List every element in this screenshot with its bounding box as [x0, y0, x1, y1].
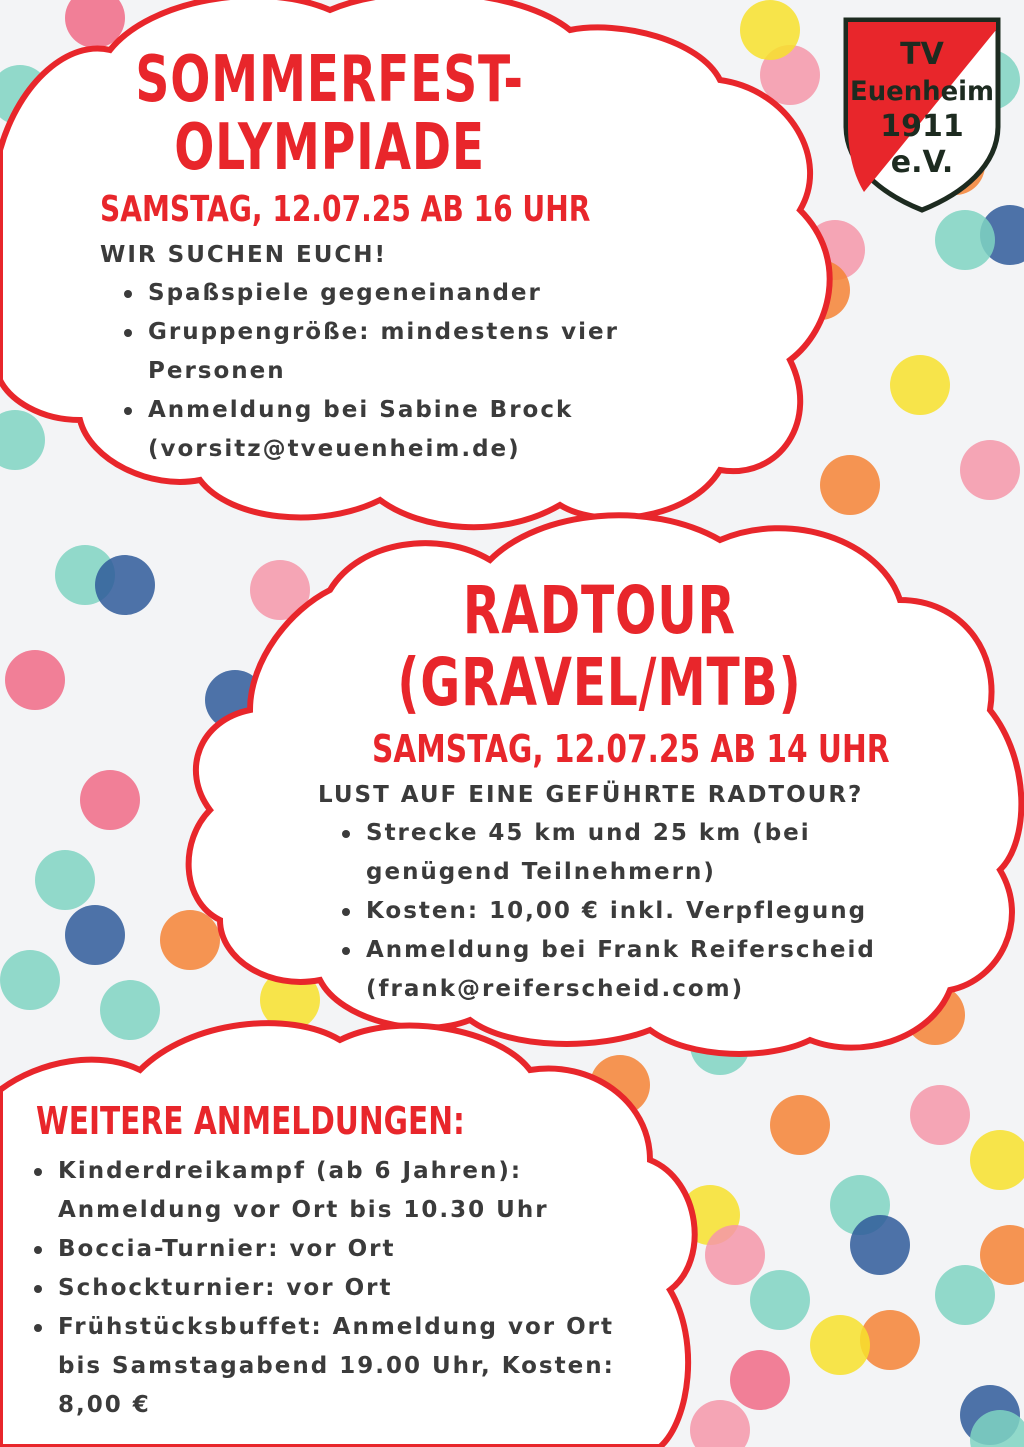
sommerfest-lead: WIR SUCHEN EUCH!	[100, 242, 387, 268]
logo-text-year: 1911	[880, 109, 964, 144]
radtour-title-line1: RADTOUR	[462, 572, 736, 649]
list-item: Anmeldung bei Sabine Brock (vorsitz@tveuenheim.de)	[120, 391, 710, 469]
list-item: Schockturnier: vor Ort	[30, 1269, 630, 1308]
radtour-section	[318, 572, 978, 1009]
club-logo	[842, 16, 1002, 214]
radtour-lead: LUST AUF EINE GEFÜHRTE RADTOUR?	[318, 782, 864, 808]
weitere-title: WEITERE ANMELDUNGEN:	[36, 1099, 465, 1143]
list-item: Kosten: 10,00 € inkl. Verpflegung	[338, 892, 958, 931]
list-item: Strecke 45 km und 25 km (bei genügend Teilnehmern)	[338, 814, 958, 892]
list-item: Boccia-Turnier: vor Ort	[30, 1230, 630, 1269]
weitere-section	[30, 1099, 690, 1425]
sommerfest-title-line2: OLYMPIADE	[174, 111, 485, 185]
weitere-list	[30, 1152, 630, 1425]
list-item: Anmeldung bei Frank Reiferscheid (frank@reiferscheid.com)	[338, 931, 958, 1009]
logo-text-name: Euenheim	[850, 76, 994, 107]
list-item: Spaßspiele gegeneinander	[120, 274, 710, 313]
list-item: Frühstücksbuffet: Anmeldung vor Ort bis Samstagabend 19.00 Uhr, Kosten: 8,00 €	[30, 1308, 630, 1425]
sommerfest-date: SAMSTAG, 12.07.25 AB 16 UHR	[100, 189, 591, 230]
logo-text-ev: e.V.	[890, 145, 954, 180]
sommerfest-title-line1: SOMMERFEST-	[135, 43, 524, 117]
logo-text-tv: TV	[900, 37, 944, 72]
sommerfest-section	[100, 43, 760, 469]
radtour-list	[338, 814, 958, 1009]
sommerfest-list	[120, 274, 710, 469]
radtour-date: SAMSTAG, 12.07.25 AB 14 UHR	[372, 727, 890, 771]
list-item: Kinderdreikampf (ab 6 Jahren): Anmeldung vor Ort bis 10.30 Uhr	[30, 1152, 630, 1230]
list-item: Gruppengröße: mindestens vier Personen	[120, 313, 710, 391]
radtour-title-line2: (GRAVEL/MTB)	[397, 644, 802, 721]
